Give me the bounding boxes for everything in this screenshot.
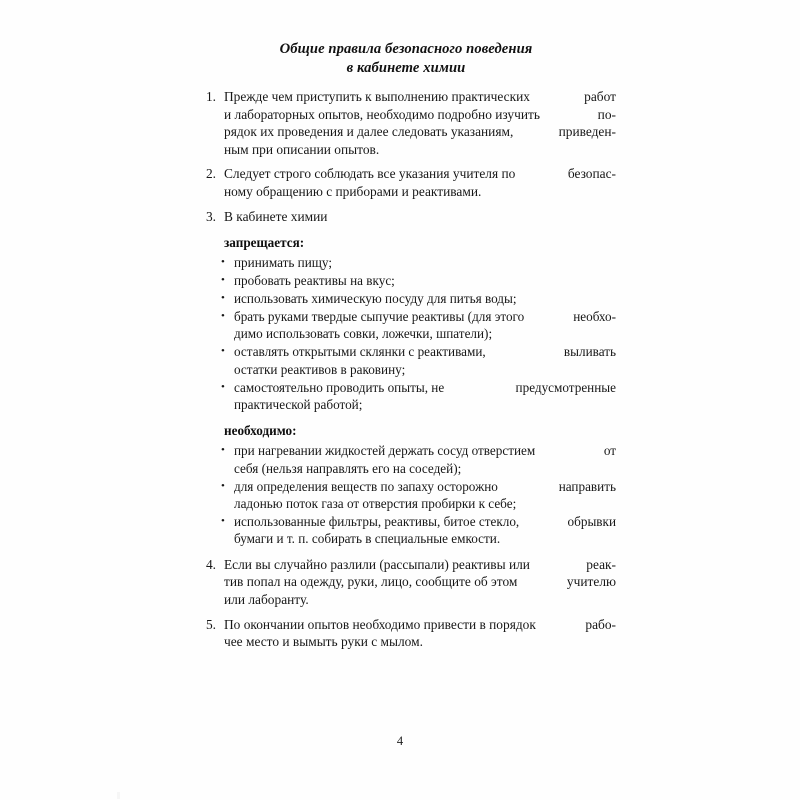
rule-subsection [196, 234, 616, 413]
text-line: практической работой; [234, 396, 363, 412]
text-line: ладонью поток газа от отверстия пробирки к себе; [234, 496, 517, 512]
subsection-bullet-list [196, 254, 616, 413]
bullet-dot-icon: • [221, 309, 225, 322]
rule-item-1 [196, 88, 616, 158]
text-segment: и лабораторных опытов, необходимо подробно изучить [224, 106, 540, 122]
page-title-line-1: Общие правила безопасного поведения [279, 41, 533, 57]
list-item-number: 2. [205, 166, 216, 182]
text-line [234, 379, 616, 396]
text-segment: Если вы случайно разлили (рассыпали) реактивы или [224, 556, 530, 572]
text-line: чее место и вымыть руки с мылом. [224, 634, 423, 650]
prohibited-and-required-sections [196, 234, 616, 548]
text-segment: направить [558, 478, 616, 494]
bullet-dot-icon: • [221, 345, 225, 358]
text-line [234, 308, 616, 325]
subsection-bullet-list [196, 442, 616, 547]
text-line [224, 556, 616, 574]
subsection-heading: запрещается: [224, 235, 305, 251]
bullet-list-item [196, 254, 616, 271]
list-item-number: 3. [205, 208, 216, 224]
text-line: бумаги и т. п. собирать в специальные емкости. [234, 531, 501, 547]
scan-artifact [117, 792, 120, 799]
text-line: ному обращению с приборами и реактивами. [224, 183, 482, 199]
text-segment: приведен- [558, 124, 616, 140]
page-content [196, 40, 616, 658]
text-line [224, 573, 616, 591]
text-segment: работ [584, 89, 616, 104]
rule-item-5 [196, 616, 616, 651]
text-segment: рабо- [585, 616, 616, 632]
bullet-dot-icon: • [221, 514, 225, 527]
text-segment: оставлять открытыми склянки с реактивами, [234, 344, 486, 360]
bullet-list-item [196, 343, 616, 378]
text-segment: Прежде чем приступить к выполнению практических [224, 89, 530, 104]
text-segment: необхо- [573, 308, 616, 324]
text-segment: самостоятельно проводить опыты, не [234, 379, 445, 395]
bullet-dot-icon: • [221, 291, 225, 304]
text-segment: тив попал на одежду, руки, лицо, сообщите об этом [224, 574, 518, 590]
page-title [196, 40, 616, 78]
rule-subsection [196, 422, 616, 547]
text-line: использовать химическую посуду для питья воды; [234, 290, 517, 306]
text-segment: По окончании опытов необходимо привести в порядок [224, 616, 536, 632]
text-segment: предусмотренные [515, 379, 616, 395]
text-segment: безопас- [567, 166, 616, 182]
text-segment: учителю [566, 574, 616, 590]
text-line [234, 478, 616, 495]
text-segment: выливать [563, 344, 616, 360]
text-line: пробовать реактивы на вкус; [234, 273, 395, 289]
numbered-rules-list-head [196, 88, 616, 225]
text-line: В кабинете химии [224, 208, 328, 224]
rule-item-2 [196, 165, 616, 200]
text-line: себя (нельзя направлять его на соседей); [234, 460, 462, 476]
text-line [224, 88, 616, 106]
text-segment: брать руками твердые сыпучие реактивы (для этого [234, 308, 525, 324]
bullet-list-item [196, 442, 616, 477]
page-title-line-2: в кабинете химии [346, 60, 466, 76]
text-line [224, 616, 616, 634]
bullet-dot-icon: • [221, 479, 225, 492]
text-line [234, 343, 616, 360]
rule-item-3 [196, 208, 616, 226]
text-line [224, 123, 616, 141]
bullet-list-item [196, 478, 616, 513]
text-segment: реак- [586, 556, 616, 572]
text-line [224, 165, 616, 183]
text-segment: обрывки [567, 513, 616, 529]
bullet-list-item [196, 308, 616, 343]
subsection-heading: необходимо: [224, 423, 297, 439]
text-segment: использованные фильтры, реактивы, битое стекло, [234, 513, 520, 529]
bullet-list-item [196, 513, 616, 548]
text-line [224, 106, 616, 124]
text-segment: рядок их проведения и далее следовать указаниям, [224, 124, 514, 140]
text-segment: для определения веществ по запаху осторожно [234, 478, 498, 494]
text-line [234, 442, 616, 459]
text-segment: по- [597, 106, 616, 122]
text-line: принимать пищу; [234, 255, 333, 271]
numbered-rules-list-tail [196, 556, 616, 651]
bullet-list-item [196, 379, 616, 414]
text-segment: от [603, 443, 616, 459]
bullet-dot-icon: • [221, 256, 225, 269]
list-item-number: 1. [205, 89, 216, 104]
text-line: остатки реактивов в раковину; [234, 361, 406, 377]
bullet-dot-icon: • [221, 444, 225, 457]
text-line: или лаборанту. [224, 591, 309, 607]
bullet-dot-icon: • [221, 380, 225, 393]
page-number: 4 [396, 734, 404, 748]
text-line [234, 513, 616, 530]
text-segment: Следует строго соблюдать все указания учителя по [224, 166, 516, 182]
text-line: ным при описании опытов. [224, 141, 380, 157]
list-item-number: 4. [205, 556, 216, 572]
bullet-dot-icon: • [221, 274, 225, 287]
text-segment: при нагревании жидкостей держать сосуд отверстием [234, 443, 536, 459]
list-item-number: 5. [205, 616, 216, 632]
text-line: димо использовать совки, ложечки, шпатели); [234, 326, 493, 342]
rule-item-4 [196, 556, 616, 609]
bullet-list-item [196, 290, 616, 307]
bullet-list-item [196, 272, 616, 289]
